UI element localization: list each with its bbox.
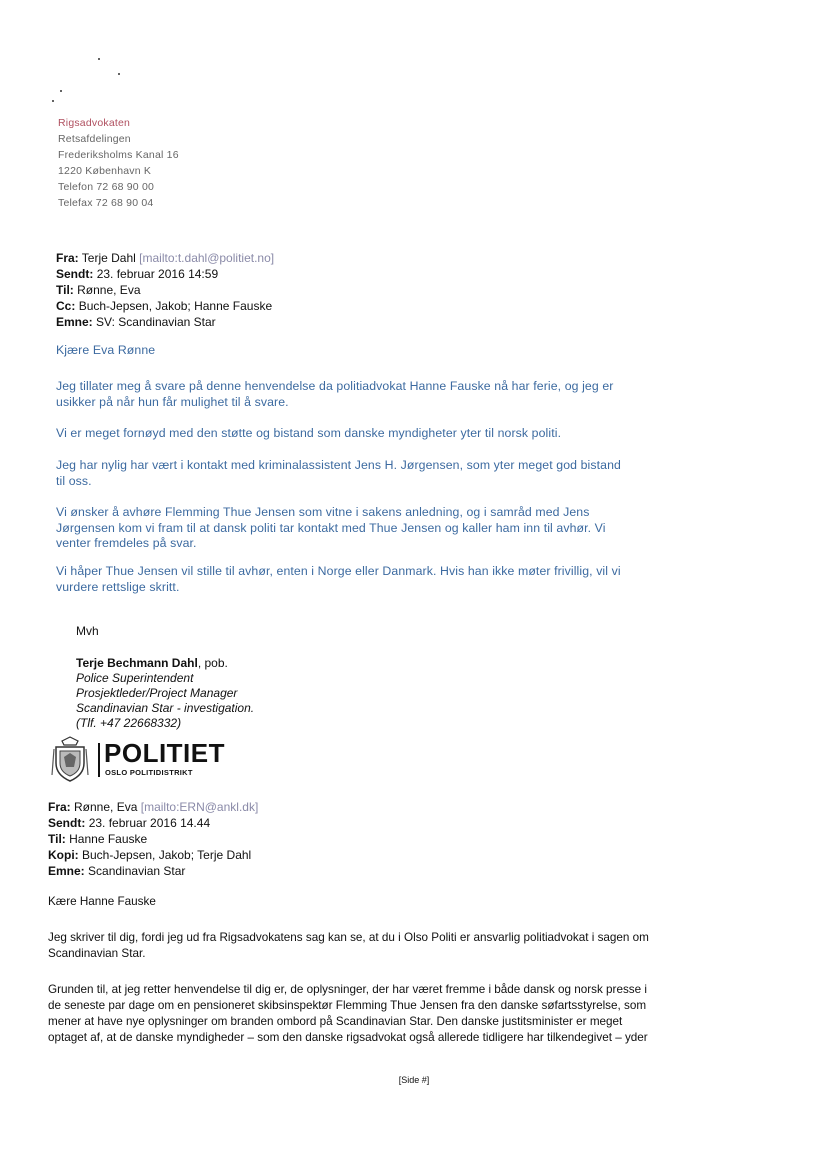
email2-from: Rønne, Eva <box>74 800 138 814</box>
email2-cc: Buch-Jepsen, Jakob; Terje Dahl <box>82 848 252 862</box>
email1-sent-line: Sendt: 23. februar 2016 14:59 <box>56 267 219 281</box>
signature-block: Terje Bechmann Dahl, pob. Police Superintendent Prosjektleder/Project Manager Scandinavian Star - investigation. (Tlf. +47 22668332) <box>76 656 255 730</box>
email2-to: Hanne Fauske <box>69 832 148 846</box>
body1-greeting: Kjære Eva Rønne <box>56 343 156 357</box>
body1-paragraph-5: Vi håper Thue Jensen vil stille til avhør, enten i Norge eller Danmark. Hvis han ikke møter frivillig, vil vi vurdere rettslige skritt. <box>56 564 621 594</box>
signature-project: Scandinavian Star - investigation. <box>76 701 255 715</box>
email1-sent: 23. februar 2016 14:59 <box>96 267 219 281</box>
email2-sent-line: Sendt: 23. februar 2016 14.44 <box>48 816 211 830</box>
scan-speck <box>60 90 62 92</box>
logo-wordmark: POLITIET <box>104 738 225 768</box>
email2-from-line: Fra: Rønne, Eva [mailto:ERN@ankl.dk] <box>48 800 259 814</box>
signature-role: Prosjektleder/Project Manager <box>76 686 238 700</box>
body1-paragraph-4: Vi ønsker å avhøre Flemming Thue Jensen som vitne i sakens anledning, og i samråd med Jens Jørgensen kom vi fram til at dansk politi tar kontakt med Thue Jensen og kaller ham inn til avhør. Vi venter fremdeles på svar. <box>56 505 606 550</box>
email1-cc: Buch-Jepsen, Jakob; Hanne Fauske <box>78 299 273 313</box>
email2-from-mail[interactable]: [mailto:ERN@ankl.dk] <box>140 800 259 814</box>
body2-paragraph-1: Jeg skriver til dig, fordi jeg ud fra Rigsadvokatens sag kan se, at du i Olso Politi er ansvarlig politiadvokat i sagen om Scandinavian Star. <box>48 931 649 960</box>
politiet-logo <box>50 735 225 785</box>
email1-from: Terje Dahl <box>81 251 136 265</box>
scan-speck <box>98 58 100 60</box>
email1-subject-line: Emne: SV: Scandinavian Star <box>56 315 216 329</box>
signature-phone: (Tlf. +47 22668332) <box>76 716 182 730</box>
email2-sent: 23. februar 2016 14.44 <box>88 816 211 830</box>
body1-paragraph-2: Vi er meget fornøyd med den støtte og bistand som danske myndigheter yter til norsk politi. <box>56 426 562 440</box>
email1-to-line: Til: Rønne, Eva <box>56 283 141 297</box>
letterhead-phone: Telefon 72 68 90 00 <box>58 181 155 193</box>
body2-greeting: Kære Hanne Fauske <box>48 895 156 908</box>
email2-subject-line: Emne: Scandinavian Star <box>48 864 186 878</box>
email2-to-line: Til: Hanne Fauske <box>48 832 148 846</box>
email2-subject: Scandinavian Star <box>88 864 186 878</box>
body1-paragraph-3: Jeg har nylig har vært i kontakt med kriminalassistent Jens H. Jørgensen, som yter meget god bistand til oss. <box>56 458 621 488</box>
scan-speck <box>52 100 54 102</box>
letterhead-street: Frederiksholms Kanal 16 <box>58 149 179 161</box>
page-number: [Side #] <box>398 1075 430 1085</box>
letterhead-fax: Telefax 72 68 90 04 <box>58 197 154 209</box>
scan-speck <box>118 73 120 75</box>
email1-from-mail[interactable]: [mailto:t.dahl@politiet.no] <box>139 251 275 265</box>
letterhead-dept: Retsafdelingen <box>58 133 131 145</box>
logo-subtitle: OSLO POLITIDISTRIKT <box>105 768 193 777</box>
email1-from-line: Fra: Terje Dahl [mailto:t.dahl@politiet.no] <box>56 251 275 265</box>
closing: Mvh <box>76 624 99 638</box>
letterhead-org: Rigsadvokaten <box>58 117 131 129</box>
email1-cc-line: Cc: Buch-Jepsen, Jakob; Hanne Fauske <box>56 299 273 313</box>
email1-subject: SV: Scandinavian Star <box>96 315 216 329</box>
letterhead-city: 1220 København K <box>58 165 152 177</box>
body1-paragraph-1: Jeg tillater meg å svare på denne henvendelse da politiadvokat Hanne Fauske nå har ferie, og jeg er usikker på når hun får mulighet til å svare. <box>56 379 614 409</box>
signature-title: Police Superintendent <box>76 671 194 685</box>
email2-header <box>48 799 258 879</box>
email1-header <box>56 250 274 330</box>
police-crest-icon <box>50 735 90 783</box>
email1-to: Rønne, Eva <box>77 283 141 297</box>
email2-cc-line: Kopi: Buch-Jepsen, Jakob; Terje Dahl <box>48 848 252 862</box>
signature-name: Terje Bechmann Dahl <box>76 656 198 670</box>
body2-paragraph-2: Grunden til, at jeg retter henvendelse til dig er, de oplysninger, der har været fremme i både dansk og norsk presse i de seneste par dage om en pensioneret skibsinspektør Flemming Thue Jensen fra den danske søfartsstyrelse, som mener at have nye oplysninger om branden ombord på Scandinavian Star. Den danske justitsminister er meget optaget af, at de danske myndigheder – som den danske rigsadvokat også allerede tidligere har tilkendegivet – yder <box>48 983 648 1044</box>
letterhead <box>58 115 179 211</box>
